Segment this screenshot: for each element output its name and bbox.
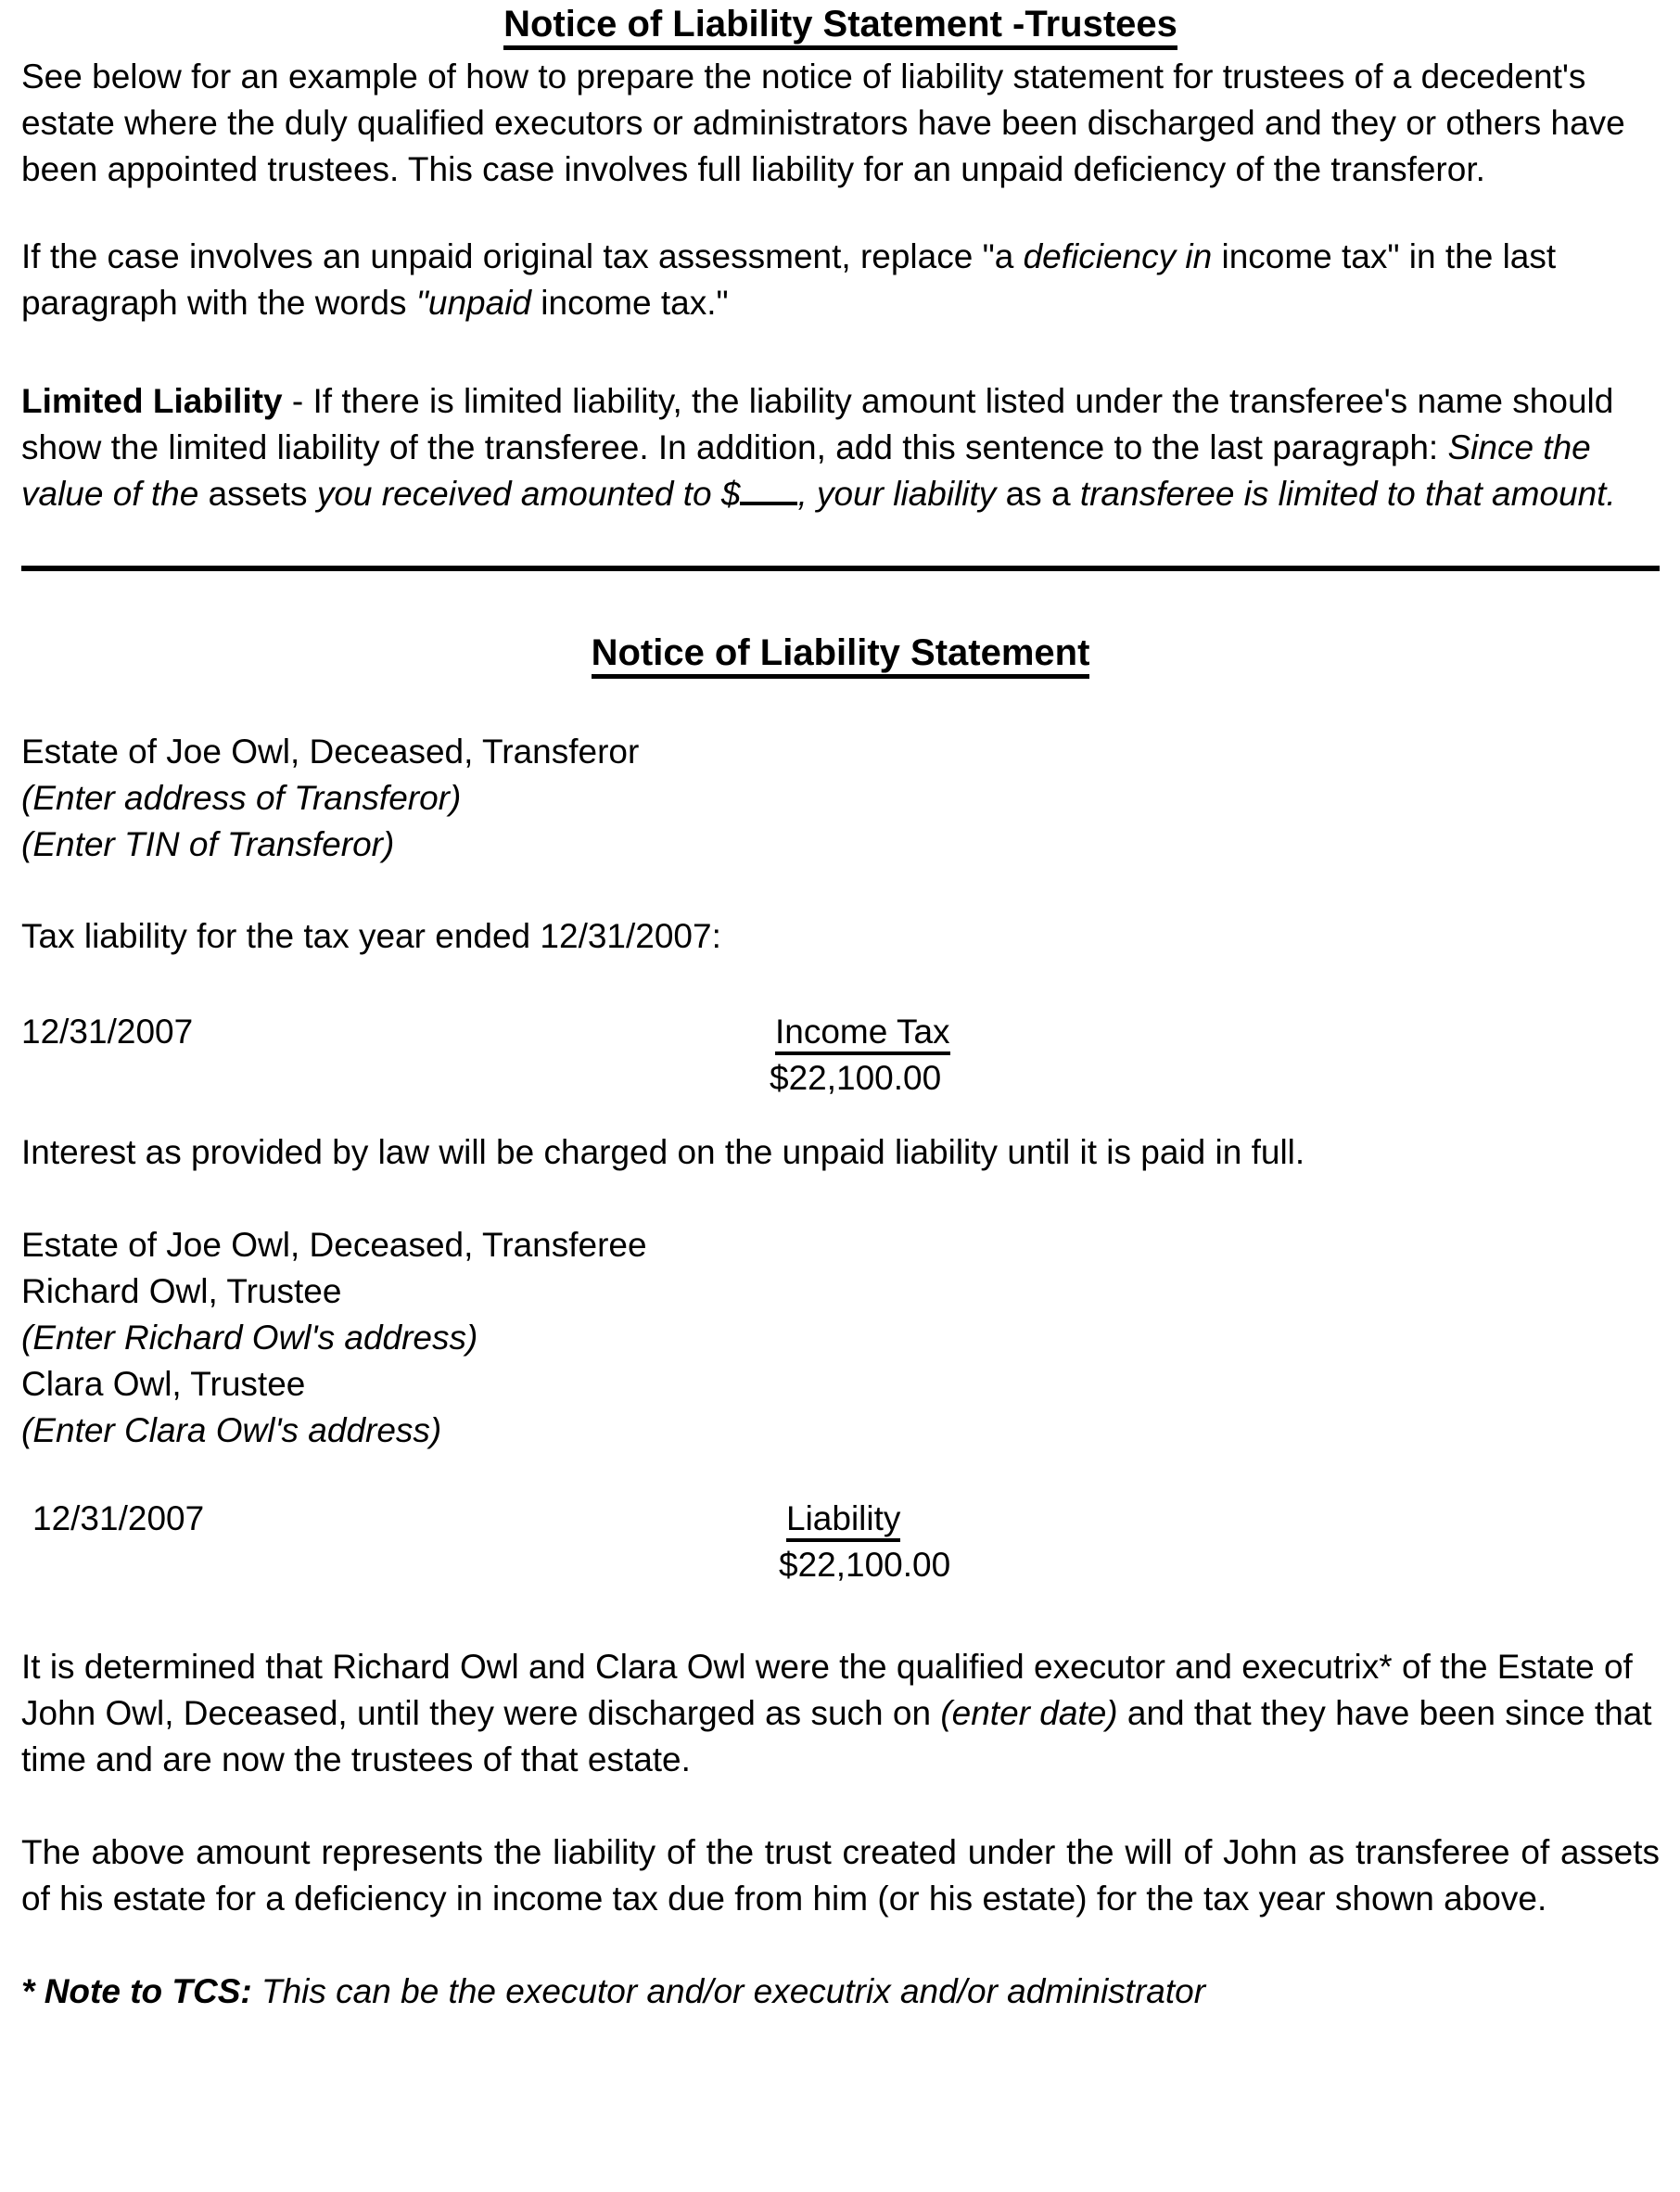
- section-divider: [21, 566, 1660, 571]
- limited-liability-paragraph: [21, 378, 1660, 517]
- transferee-block: [21, 1222, 1660, 1454]
- replace-italic-unpaid: "unpaid: [415, 284, 531, 322]
- trustee-clara-line: Clara Owl, Trustee: [21, 1365, 306, 1403]
- replace-text-3: income tax.": [531, 284, 729, 322]
- note-lead: Note to TCS:: [44, 1972, 252, 2010]
- liability-row: [21, 1496, 1660, 1542]
- limited-liability-heading: Limited Liability: [21, 382, 283, 420]
- above-amount-paragraph: The above amount represents the liability of the trust created under the will of John as transferee of assets of his estate for a deficiency in income tax due from him (or his estate) for the tax year shown above.: [21, 1833, 1660, 1918]
- statement-heading: [21, 631, 1660, 675]
- income-tax-label: Income Tax: [775, 1013, 950, 1055]
- statement-heading-text: Notice of Liability Statement: [592, 632, 1090, 679]
- note-to-tcs: [21, 1969, 1660, 2015]
- limited-liability-italic-4: transferee is limited to that amount.: [1079, 475, 1616, 513]
- tax-year-line: Tax liability for the tax year ended 12/31/2007:: [21, 917, 721, 955]
- determined-text: It is determined that Richard Owl and Clara Owl were the qualified executor and executrix* of the Estate of John Owl, Deceased, until they were discharged as such on: [21, 1648, 1633, 1732]
- liability-amount: $22,100.00: [779, 1546, 951, 1584]
- blank-amount-line: [740, 500, 797, 505]
- transferor-name-line: Estate of Joe Owl, Deceased, Transferor: [21, 733, 640, 771]
- income-tax-amount: $22,100.00: [770, 1059, 942, 1097]
- trustee-richard-line: Richard Owl, Trustee: [21, 1272, 342, 1310]
- intro-paragraph: See below for an example of how to prepare the notice of liability statement for trustees of a decedent's estate where the duly qualified executors or administrators have been discharged and they or others have been appointed trustees. This case involves full liability for an unpaid deficiency of the transferor.: [21, 57, 1625, 188]
- note-marker: *: [21, 1972, 45, 2010]
- limited-liability-italic-2: you received amounted to $: [316, 475, 741, 513]
- note-text: This can be the executor and/or executrix and/or administrator: [251, 1972, 1206, 2010]
- transferor-block: [21, 729, 1660, 868]
- limited-liability-italic-1: Since the value of the: [21, 428, 1591, 513]
- limited-liability-italic-3: , your liability: [797, 475, 997, 513]
- transferor-tin-placeholder: (Enter TIN of Transferor): [21, 825, 395, 863]
- replace-text: If the case involves an unpaid original tax assessment, replace "a: [21, 237, 1024, 275]
- liability-label: Liability: [786, 1499, 900, 1542]
- richard-address-placeholder: (Enter Richard Owl's address): [21, 1319, 478, 1357]
- replace-instruction-paragraph: [21, 234, 1660, 326]
- transferor-address-placeholder: (Enter address of Transferor): [21, 779, 462, 817]
- transferee-name-line: Estate of Joe Owl, Deceased, Transferee: [21, 1226, 647, 1264]
- interest-line: Interest as provided by law will be charged on the unpaid liability until it is paid in full.: [21, 1133, 1305, 1171]
- page-title: [21, 2, 1660, 46]
- income-tax-date: 12/31/2007: [21, 1013, 194, 1051]
- enter-date-placeholder: (enter date): [940, 1694, 1118, 1732]
- determined-text-2: and that they have been since that time and are now the trustees of that estate.: [21, 1694, 1652, 1778]
- limited-liability-text: - If there is limited liability, the liability amount listed under the transferee's name should show the limited liability of the transferee. In addition, add this sentence to the last paragraph:: [21, 382, 1614, 466]
- limited-liability-text-2: assets: [198, 475, 317, 513]
- page-title-text: Notice of Liability Statement -Trustees: [503, 4, 1177, 50]
- income-tax-row: [21, 1009, 1660, 1055]
- replace-text-2: income tax" in the last paragraph with the words: [21, 237, 1557, 322]
- limited-liability-text-3: as a: [996, 475, 1080, 513]
- replace-italic-deficiency: deficiency in: [1023, 237, 1213, 275]
- clara-address-placeholder: (Enter Clara Owl's address): [21, 1411, 442, 1449]
- determined-paragraph: [21, 1644, 1660, 1783]
- liability-date: 12/31/2007: [32, 1499, 205, 1537]
